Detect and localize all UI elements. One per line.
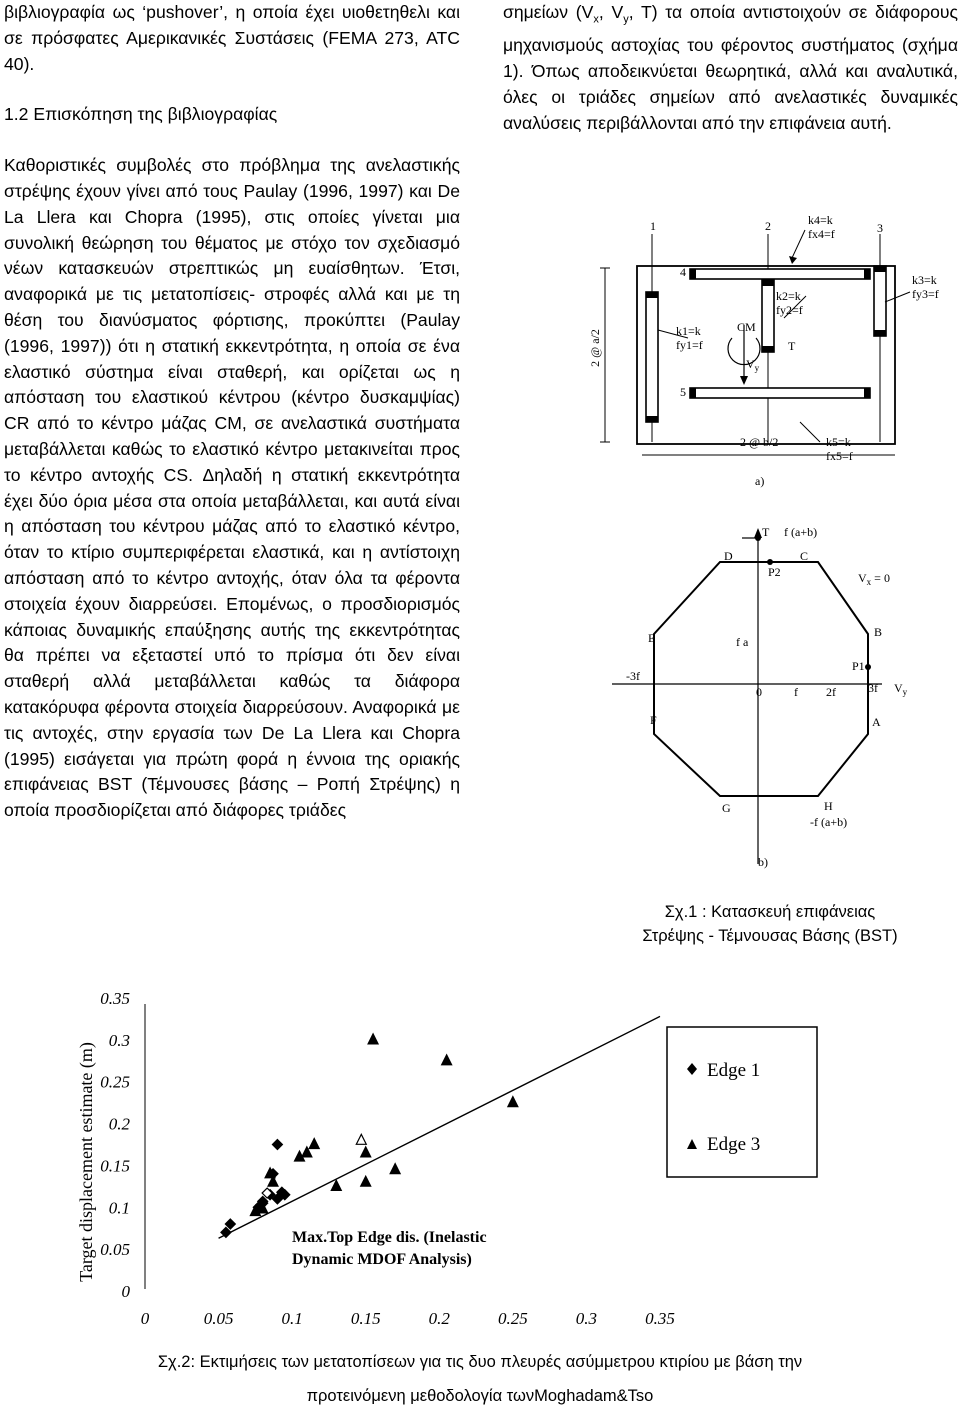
label-fy2: fy2=f [776, 303, 803, 317]
tick-2f: 2f [826, 685, 836, 699]
legend-edge1: Edge 1 [707, 1060, 761, 1081]
label-vy: $V_y$ [746, 357, 760, 373]
tick-3f: 3f [868, 681, 878, 695]
legend-edge3: Edge 3 [707, 1134, 761, 1155]
label-vx0: $V_x = 0$ [858, 571, 890, 587]
x-tick-label: 0.35 [645, 1309, 675, 1328]
x-tick-label: 0.15 [350, 1309, 381, 1328]
label-k2: k2=k [776, 289, 801, 303]
spacer [4, 77, 460, 102]
edge3-point [331, 1180, 341, 1190]
label-fy1: fy1=f [676, 338, 703, 352]
label-d: D [724, 549, 733, 563]
tick-minus-3f: -3f [626, 669, 640, 683]
figure2-caption [0, 1345, 960, 1413]
axis-label-5: 5 [680, 385, 686, 399]
label-fx4: fx4=f [808, 227, 835, 241]
label-fa: f a [736, 635, 749, 649]
label-p2: P2 [768, 565, 781, 579]
bst-octagon [654, 562, 868, 796]
right-text-column [503, 0, 958, 137]
axis-label-3: 3 [877, 221, 883, 235]
edge3-point [442, 1055, 452, 1065]
label-minus-f-ab: -f (a+b) [810, 815, 848, 829]
leader-k4-icon [792, 230, 805, 258]
wall-element-5 [690, 388, 870, 398]
y-tick-label: 0.35 [100, 989, 130, 1008]
label-h: H [824, 799, 833, 813]
leader-k3-icon [885, 292, 910, 302]
y-tick-label: 0.05 [100, 1240, 130, 1260]
figure1b-bst-octagon [612, 524, 912, 874]
wall-element-4 [690, 269, 870, 279]
label-f-corner: F [650, 713, 657, 727]
label-p1: P1 [852, 659, 865, 673]
figure2-caption-line2: προτεινόμενη μεθοδολογία τωνMoghadam&Tso [306, 1387, 654, 1405]
axis-label-2: 2 [765, 219, 771, 233]
figure2-scatter-chart [60, 984, 940, 1344]
y-tick-label: 0.25 [100, 1072, 130, 1092]
label-b: B [874, 625, 883, 639]
x-tick-label: 0.2 [428, 1309, 450, 1328]
annotation-line1: Max.Top Edge dis. (Inelastic [292, 1229, 487, 1246]
edge3-point [361, 1176, 371, 1186]
label-vy-axis: $V_y$ [894, 681, 908, 697]
panel-label-a: a) [755, 474, 765, 488]
label-fx5: fx5=f [826, 449, 853, 463]
label-k4: k4=k [808, 213, 833, 227]
edge1-point [272, 1140, 282, 1150]
reference-line [219, 1016, 660, 1238]
intro-paragraph: βιβλιογραφία ως ‘pushover’, η οποία έχει υιοθετηθελι και σε πρόσφατες Αμερικανικές Συστάσεις (FEMA 273, ATC 40). [4, 2, 460, 74]
tick-zero: 0 [756, 685, 762, 699]
x-tick-label: 0.1 [281, 1309, 303, 1328]
x-tick-label: 0.25 [497, 1309, 528, 1328]
y-tick-label: 0.3 [108, 1030, 130, 1050]
label-e: E [648, 631, 656, 645]
figure1-caption-line1: Σχ.1 : Κατασκευή επιφάνειας [664, 903, 876, 921]
figure1-caption-line2: Στρέψης - Τέμνουσας Βάσης (BST) [642, 927, 898, 945]
label-g: G [722, 801, 731, 815]
label-c: C [800, 549, 809, 563]
figure1a-plan-diagram [580, 210, 950, 495]
label-k3: k3=k [912, 273, 937, 287]
label-a: A [872, 715, 881, 729]
section-heading: 1.2 Επισκόπηση της βιβλιογραφίας [4, 104, 278, 125]
edge3-point [356, 1134, 366, 1144]
edge3-point [361, 1147, 371, 1157]
y-axis-label: Target displacement estimate (m) [76, 1042, 96, 1282]
y-tick-label: 0 [121, 1282, 130, 1301]
dimension-a: 2 @ a/2 [588, 329, 602, 367]
leader-k5-icon [800, 422, 820, 442]
annotation-line2: Dynamic MDOF Analysis) [292, 1251, 472, 1268]
x-tick-label: 0.3 [575, 1309, 598, 1328]
figure2-caption-line1: Σχ.2: Εκτιμήσεις των μετατοπίσεων για τις δυο πλευρές ασύμμετρου κτιρίου με βάση την [157, 1353, 803, 1371]
axis-label-1: 1 [650, 219, 656, 233]
label-k1: k1=k [676, 324, 701, 338]
edge3-point [368, 1034, 378, 1044]
wall-element-2 [762, 280, 774, 352]
label-f-ab: f (a+b) [784, 525, 818, 539]
bst-paragraph: σημείων ($V_x$, $V_y$, T) τα οποία αντιστοιχούν σε διάφορους μηχανισμούς αστοχίας του φέροντος συστήματος (σχήμα 1). Όπως αποδεικνύεται θεωρητικά, αλλά και αναλυτικά, όλες οι τριάδες σημείων από ανελαστικές δυναμικές αναλύσεις περιβάλλονται από την επιφάνεια αυτή. [503, 2, 959, 133]
y-tick-label: 0.15 [100, 1156, 130, 1176]
edge3-point [309, 1139, 319, 1149]
left-text-column [4, 0, 460, 824]
label-k5: k5=k [826, 435, 851, 449]
label-cm: CM [737, 320, 756, 334]
wall-element-1 [646, 292, 658, 422]
x-tick-label: 0 [140, 1309, 150, 1328]
label-torque: T [788, 339, 796, 353]
dimension-b: 2 @ b/2 [740, 435, 779, 449]
literature-paragraph: Καθοριστικές συμβολές στο πρόβλημα της ανελαστικής στρέψης έχουν γίνει από τους Paulay (1996, 1997) και De La Llera και Chopra (1995), στις οποίες γίνεται μια συνολική θεώρηση του θέματος με στόχο τον σχεδιασμό νέων κατασκευών στρεπτικώς μη ευαίσθητων. Έτσι, αναφορικά με τις μετατοπίσεις- στροφές αλλά και με τη θέση του διανύσματος φόρτισης, προκύπτει (Paulay (1996, 1997)) ότι η στατική εκκεντρότητα, η οποία σε ένα ελαστικό σύστημα είναι σταθερή, και ορίζεται ως η απόσταση του ελαστικού κέντρου (κέντρο δυσκαμψίας) CR από το κέντρο μάζας CM, σε ανελαστικά συστήματα μεταβάλλεται καθώς το ελαστικό κέντρο μετακινείται προς το κέντρο αντοχής CS. Δηλαδή η στατική εκκεντρότητα έχει δύο όρια μέσα στα οποία μεταβάλλεται, και αυτά είναι η απόσταση του κέντρου μάζας από το ελαστικό κέντρο, όταν το κτίριο συμπεριφέρεται ελαστικά, και η αντίστοιχη απόσταση από το κέντρο αντοχής, όταν όλα τα φέροντα στοιχεία έχουν διαρρεύσει. Επομένως, ο προσδιορισμός κάποιας δυναμικής επαύξησης αυτής της εκκεντρότητας θα πρέπει να εξεταστεί υπό το πρίσμα ότι δεν είναι σταθερή αλλά μεταβάλλεται καθώς τα διάφορα κατακόρυφα φέροντα στοιχεία διαρρεύσουν. Αναφορικά με τις αντοχές, στην εργασία των De La Llera και Chopra (1995) εισάγεται για πρώτη φορά η έννοια της οριακής επιφάνειας BST (Τέμνουσες βάσης – Ροπή Στρέψης) η οποία προσδιορίζεται από διάφορες τριάδες [4, 155, 460, 821]
label-t: T [762, 525, 770, 539]
axis-label-4: 4 [680, 265, 686, 279]
figure1-caption [600, 900, 940, 948]
label-fy3: fy3=f [912, 287, 939, 301]
panel-label-b: b) [758, 855, 768, 869]
tick-f: f [794, 685, 798, 699]
x-tick-label: 0.05 [203, 1309, 234, 1328]
y-tick-label: 0.2 [108, 1114, 130, 1134]
edge3-point [508, 1097, 518, 1107]
edge3-point [390, 1164, 400, 1174]
y-tick-label: 0.1 [108, 1198, 130, 1218]
wall-element-3 [874, 266, 886, 336]
spacer [4, 128, 460, 153]
